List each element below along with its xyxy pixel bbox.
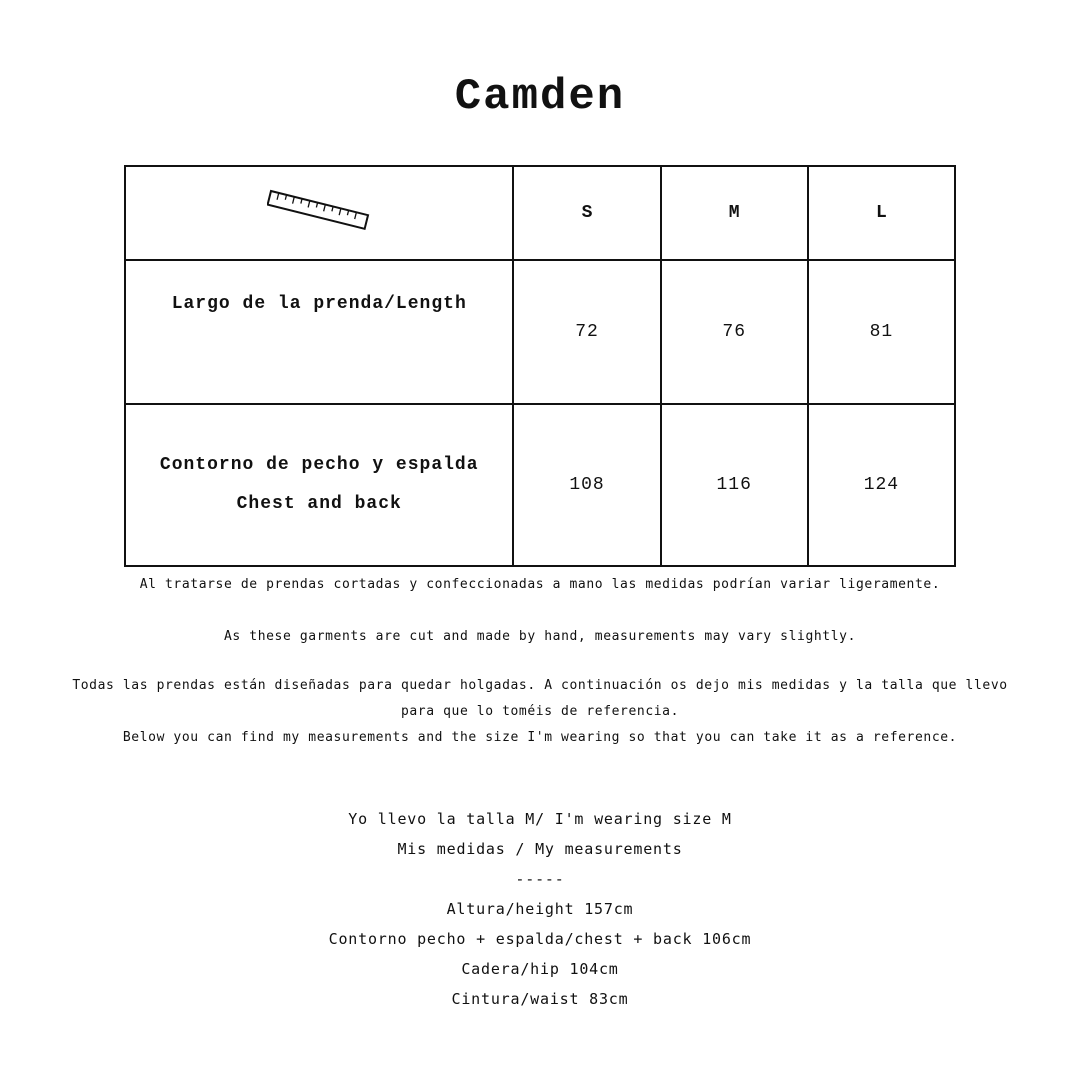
measurement-hip: Cadera/hip 104cm bbox=[461, 960, 619, 978]
size-header-l: L bbox=[808, 166, 955, 260]
table-row-length bbox=[125, 260, 955, 404]
measurement-chest-back: Contorno pecho + espalda/chest + back 106cm bbox=[328, 930, 752, 948]
size-worn-text: Yo llevo la talla M/ I'm wearing size M bbox=[348, 810, 732, 828]
size-chart-table bbox=[124, 165, 956, 567]
row-label-length bbox=[125, 260, 513, 404]
row-label-line: Chest and back bbox=[236, 494, 402, 514]
size-header-m: M bbox=[661, 166, 808, 260]
measurements-heading: Mis medidas / My measurements bbox=[397, 840, 683, 858]
value-cell-s: 108 bbox=[513, 404, 660, 566]
note-fit-en: Below you can find my measurements and the size I'm wearing so that you can take it as a reference. bbox=[122, 730, 958, 745]
value-cell-m: 116 bbox=[661, 404, 808, 566]
note-fit-es-cont: para que lo toméis de referencia. bbox=[400, 704, 680, 719]
ruler-icon bbox=[267, 187, 371, 239]
measurement-waist: Cintura/waist 83cm bbox=[451, 990, 629, 1008]
divider: ----- bbox=[515, 870, 565, 888]
header-icon-cell bbox=[125, 166, 513, 260]
table-header-row bbox=[125, 166, 955, 260]
table-row-chest bbox=[125, 404, 955, 566]
note-fit-es: Todas las prendas están diseñadas para quedar holgadas. A continuación os dejo mis medidas y la talla que llevo bbox=[72, 678, 1008, 693]
value-cell-s: 72 bbox=[513, 260, 660, 404]
row-label-chest bbox=[125, 404, 513, 566]
note-handmade-es: Al tratarse de prendas cortadas y confeccionadas a mano las medidas podrían variar ligeramente. bbox=[139, 577, 941, 592]
note-handmade-en: As these garments are cut and made by hand, measurements may vary slightly. bbox=[224, 629, 856, 644]
size-header-s: S bbox=[513, 166, 660, 260]
row-label-line: Largo de la prenda/Length bbox=[171, 294, 467, 314]
row-label-line: Contorno de pecho y espalda bbox=[159, 455, 479, 475]
value-cell-m: 76 bbox=[661, 260, 808, 404]
value-cell-l: 81 bbox=[808, 260, 955, 404]
value-cell-l: 124 bbox=[808, 404, 955, 566]
page-title: Camden bbox=[454, 72, 626, 122]
measurement-height: Altura/height 157cm bbox=[446, 900, 634, 918]
